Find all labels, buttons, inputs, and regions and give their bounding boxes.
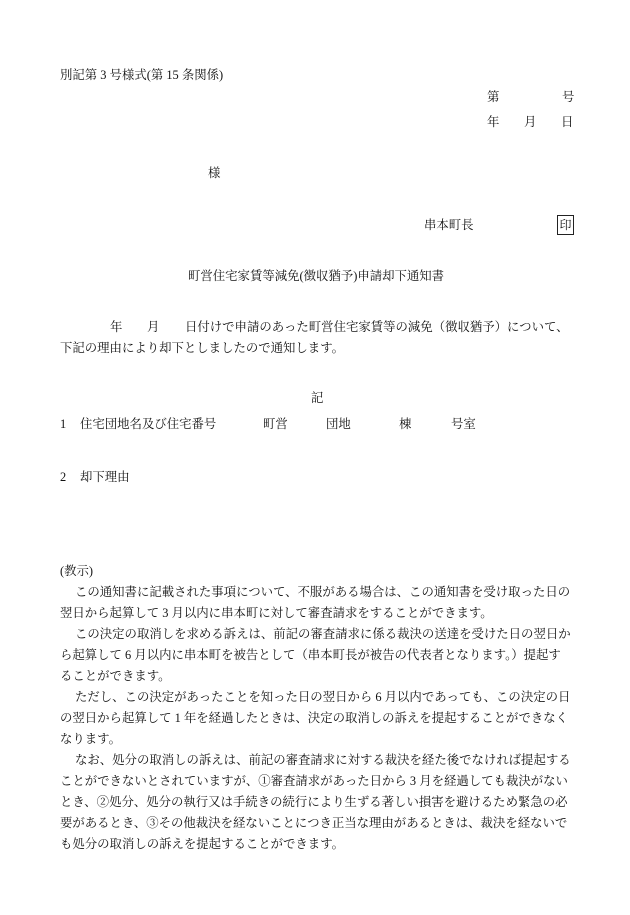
notice-line: なお、処分の取消しの訴えは、前記の審査請求に対する裁決を経た後でなければ提起する: [75, 753, 571, 767]
ki-heading: 記: [311, 391, 324, 405]
notice-line: 翌日から起算して 3 月以内に串本町に対して審査請求をすることができます。: [60, 606, 493, 620]
notice-line: も処分の取消しの訴えを提起することができます。: [60, 837, 344, 851]
notice-line: ることができます。: [60, 669, 171, 683]
document-title: 町営住宅家賃等減免(徴収猶予)申請却下通知書: [188, 269, 445, 283]
town-label: 町営: [263, 417, 288, 431]
sender-name: 串本町長: [424, 218, 474, 232]
notice-line: この通知書に記載された事項について、不服がある場合は、この通知書を受け取った日の: [75, 585, 571, 599]
building-label: 棟: [399, 417, 412, 431]
notice-heading: (教示): [60, 564, 94, 578]
date-month-label: 月: [524, 115, 537, 129]
notice-line: の翌日から起算して 1 年を経過したときは、決定の取消しの訴えを提起することができなく: [60, 711, 569, 725]
notice-line: ことができないとされていますが、①審査請求があった日から 3 月を経過しても裁決がない: [60, 774, 568, 788]
item-label: 住宅団地名及び住宅番号: [80, 417, 217, 431]
seal-stamp-box: 印: [557, 215, 574, 235]
notice-line: なります。: [60, 732, 121, 746]
notice-line: とき、②処分、処分の執行又は手続きの続行により生ずる著しい損害を避けるため緊急の必: [60, 795, 568, 809]
body-year-label: 年: [110, 320, 123, 334]
notice-line: ただし、この決定があったことを知った日の翌日から 6 月以内であっても、この決定の日: [75, 690, 571, 704]
document-number-prefix: 第: [487, 90, 500, 104]
body-line-1: 日付けで申請のあった町営住宅家賃等の減免（徴収猶予）について、: [185, 320, 569, 334]
document-number-suffix: 号: [562, 90, 575, 104]
item-number: 2: [60, 470, 67, 484]
date-year-label: 年: [487, 115, 500, 129]
item-label: 却下理由: [80, 470, 130, 484]
addressee-honorific: 様: [208, 166, 221, 180]
form-label: 別記第 3 号様式(第 15 条関係): [60, 68, 224, 82]
date-day-label: 日: [561, 115, 574, 129]
body-line-2: 下記の理由により却下としましたので通知します。: [60, 341, 344, 355]
notice-line: ら起算して 6 月以内に串本町を被告として（串本町長が被告の代表者となります。）提起す: [60, 648, 561, 662]
complex-label: 団地: [326, 417, 351, 431]
body-month-label: 月: [147, 320, 160, 334]
notice-line: この決定の取消しを求める訴えは、前記の審査請求に係る裁決の送達を受けた日の翌日か: [75, 627, 571, 641]
notice-line: 要があるとき、③その他裁決を経ないことにつき正当な理由があるときは、裁決を経ないで: [60, 816, 568, 830]
room-label: 号室: [451, 417, 476, 431]
item-number: 1: [60, 417, 67, 431]
